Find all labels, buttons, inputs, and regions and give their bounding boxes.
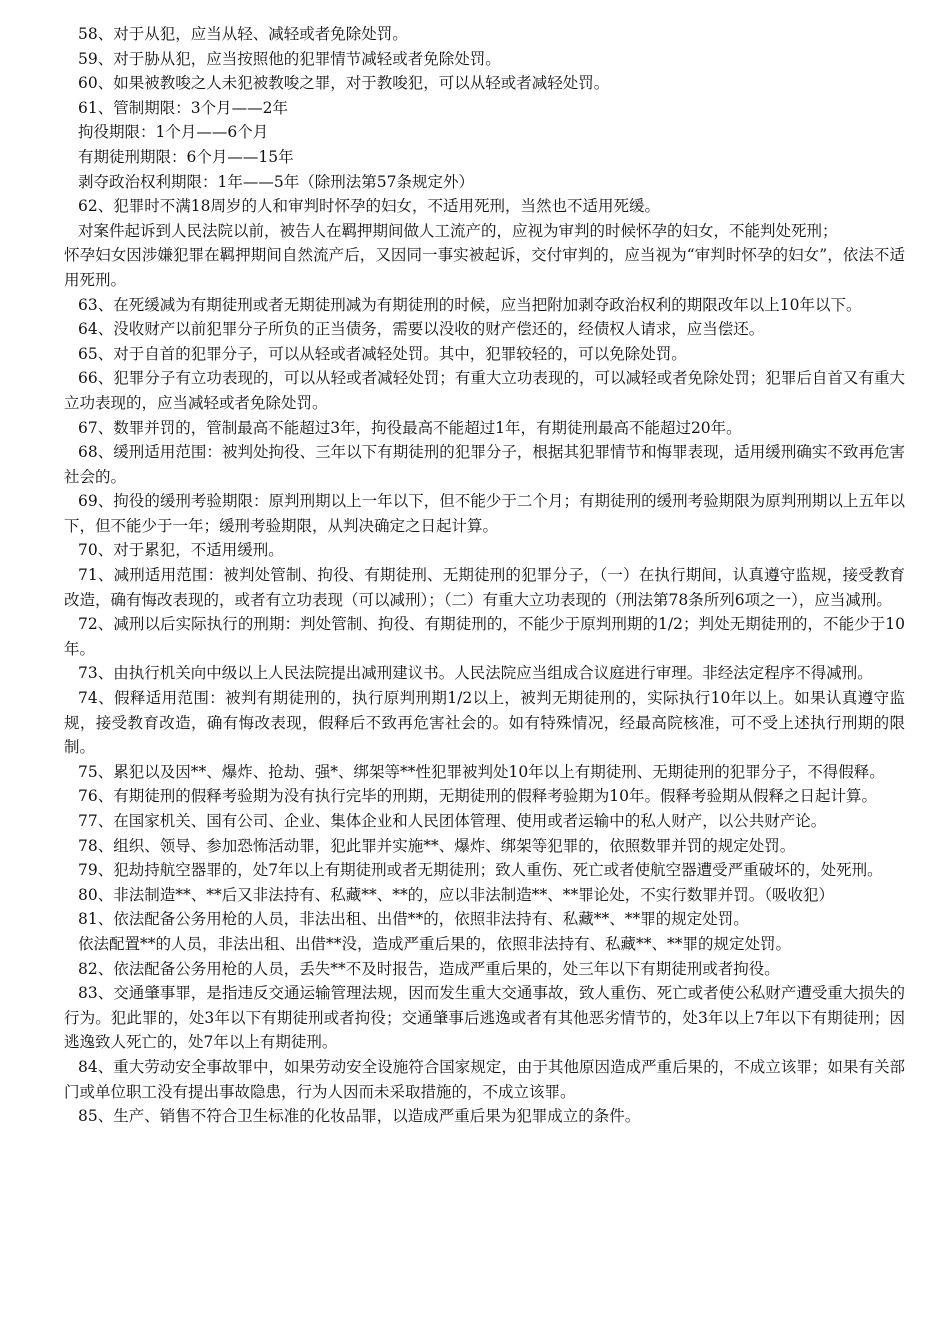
paragraph-60: 60、如果被教唆之人未犯被教唆之罪，对于教唆犯，可以从轻或者减轻处罚。 <box>78 74 610 93</box>
paragraph-84: 84、重大劳动安全事故罪中，如果劳动安全设施符合国家规定，由于其他原因造成严重后果的，不成立该罪；如果有关部门或单位职工没有提出事故隐患，行为人因而未采取措施的，不成立该罪。 <box>64 1057 905 1101</box>
paragraph-81: 81、依法配备公务用枪的人员，非法出租、出借**的，依照非法持有、私藏**、**罪的规定处罚。 <box>78 910 749 929</box>
paragraph-79: 79、犯劫持航空器罪的，处7年以上有期徒刑或者无期徒刑；致人重伤、死亡或者使航空器遭受严重破坏的，处死刑。 <box>78 861 883 880</box>
paragraph-83: 83、交通肇事罪，是指违反交通运输管理法规，因而发生重大交通事故，致人重伤、死亡或者使公私财产遭受重大损失的行为。犯此罪的，处3年以下有期徒刑或者拘役；交通肇事后逃逸或者有其他恶劣情节的，处3年以上7年以下有期徒刑；因逃逸致人死亡的，处7年以上有期徒刑。 <box>64 984 905 1052</box>
paragraph-72: 72、减刑以后实际执行的刑期：判处管制、拘役、有期徒刑的，不能少于原判刑期的1/2；判处无期徒刑的，不能少于10年。 <box>64 615 905 658</box>
paragraph-61-detention: 拘役期限：1个月——6个月 <box>78 123 269 142</box>
paragraph-70: 70、对于累犯，不适用缓刑。 <box>78 541 284 560</box>
paragraph-59: 59、对于胁从犯，应当按照他的犯罪情节减轻或者免除处罚。 <box>78 49 501 68</box>
paragraph-76: 76、有期徒刑的假释考验期为没有执行完毕的刑期，无期徒刑的假释考验期为10年。假释考验期从假释之日起计算。 <box>78 787 877 806</box>
paragraph-75: 75、累犯以及因**、爆炸、抢劫、强*、绑架等**性犯罪被判处10年以上有期徒刑、无期徒刑的犯罪分子，不得假释。 <box>78 762 885 781</box>
paragraph-61-political-rights: 剥夺政治权利期限：1年——5年（除刑法第57条规定外） <box>78 172 474 191</box>
paragraph-58: 58、对于从犯，应当从轻、减轻或者免除处罚。 <box>78 25 408 43</box>
paragraph-77: 77、在国家机关、国有公司、企业、集体企业和人民团体管理、使用或者运输中的私人财产，以公共财产论。 <box>78 812 827 830</box>
paragraph-66: 66、犯罪分子有立功表现的，可以从轻或者减轻处罚；有重大立功表现的，可以减轻或者免除处罚；犯罪后自首又有重大立功表现的，应当减轻或者免除处罚。 <box>64 369 905 412</box>
paragraph-81-note: 依法配置**的人员，非法出租、出借**没，造成严重后果的，依照非法持有、私藏**、**罪的规定处罚。 <box>78 934 792 953</box>
paragraph-69: 69、拘役的缓刑考验期限：原判刑期以上一年以下，但不能少于二个月；有期徒刑的缓刑考验期限为原判刑期以上五年以下，但不能少于一年；缓刑考验期限，从判决确定之日起计算。 <box>64 492 905 535</box>
paragraph-78: 78、组织、领导、参加恐怖活动罪，犯此罪并实施**、爆炸、绑架等犯罪的，依照数罪并罚的规定处罚。 <box>78 836 796 855</box>
paragraph-74: 74、假释适用范围：被判有期徒刑的，执行原判刑期1/2以上，被判无期徒刑的，实际执行10年以上。如果认真遵守监规，接受教育改造，确有悔改表现，假释后不致再危害社会的。如有特殊情况，经最高院核准，可不受上述执行刑期的限制。 <box>64 689 905 757</box>
paragraph-62-note-1: 对案件起诉到人民法院以前，被告人在羁押期间做人工流产的，应视为审判的时候怀孕的妇女，不能判处死刑； <box>78 221 838 240</box>
paragraph-80: 80、非法制造**、**后又非法持有、私藏**、**的，应以非法制造**、**罪论处，不实行数罪并罚。（吸收犯） <box>78 885 834 904</box>
paragraph-68: 68、缓刑适用范围：被判处拘役、三年以下有期徒刑的犯罪分子，根据其犯罪情节和悔罪表现，适用缓刑确实不致再危害社会的。 <box>64 443 905 486</box>
paragraph-82: 82、依法配备公务用枪的人员，丢失**不及时报告，造成严重后果的，处三年以下有期徒刑或者拘役。 <box>78 959 780 978</box>
paragraph-67: 67、数罪并罚的，管制最高不能超过3年，拘役最高不能超过1年，有期徒刑最高不能超过20年。 <box>78 418 742 437</box>
paragraph-64: 64、没收财产以前犯罪分子所负的正当债务，需要以没收的财产偿还的，经债权人请求，应当偿还。 <box>78 320 765 339</box>
paragraph-62: 62、犯罪时不满18周岁的人和审判时怀孕的妇女，不适用死刑，当然也不适用死缓。 <box>78 197 660 216</box>
paragraph-73: 73、由执行机关向中级以上人民法院提出减刑建议书。人民法院应当组成合议庭进行审理。非经法定程序不得减刑。 <box>78 664 873 683</box>
paragraph-61-fixed-term: 有期徒刑期限：6个月——15年 <box>78 147 294 166</box>
paragraph-61: 61、管制期限：3个月——2年 <box>78 98 288 117</box>
paragraph-63: 63、在死缓减为有期徒刑或者无期徒刑减为有期徒刑的时候，应当把附加剥夺政治权利的期限改年以上10年以下。 <box>78 295 862 314</box>
paragraph-85: 85、生产、销售不符合卫生标准的化妆品罪，以造成严重后果为犯罪成立的条件。 <box>78 1107 641 1126</box>
paragraph-71: 71、减刑适用范围：被判处管制、拘役、有期徒刑、无期徒刑的犯罪分子，（一）在执行期间，认真遵守监规，接受教育改造，确有悔改表现的，或者有立功表现（可以减刑）；（二）有重大立功表现的（刑法第78条所列6项之一），应当减刑。 <box>64 566 905 609</box>
paragraph-65: 65、对于自首的犯罪分子，可以从轻或者减轻处罚。其中，犯罪较轻的，可以免除处罚。 <box>78 344 687 363</box>
paragraph-62-note-2: 怀孕妇女因涉嫌犯罪在羁押期间自然流产后，又因同一事实被起诉，交付审判的，应当视为“审判时怀孕的妇女”，依法不适用死刑。 <box>64 246 905 289</box>
